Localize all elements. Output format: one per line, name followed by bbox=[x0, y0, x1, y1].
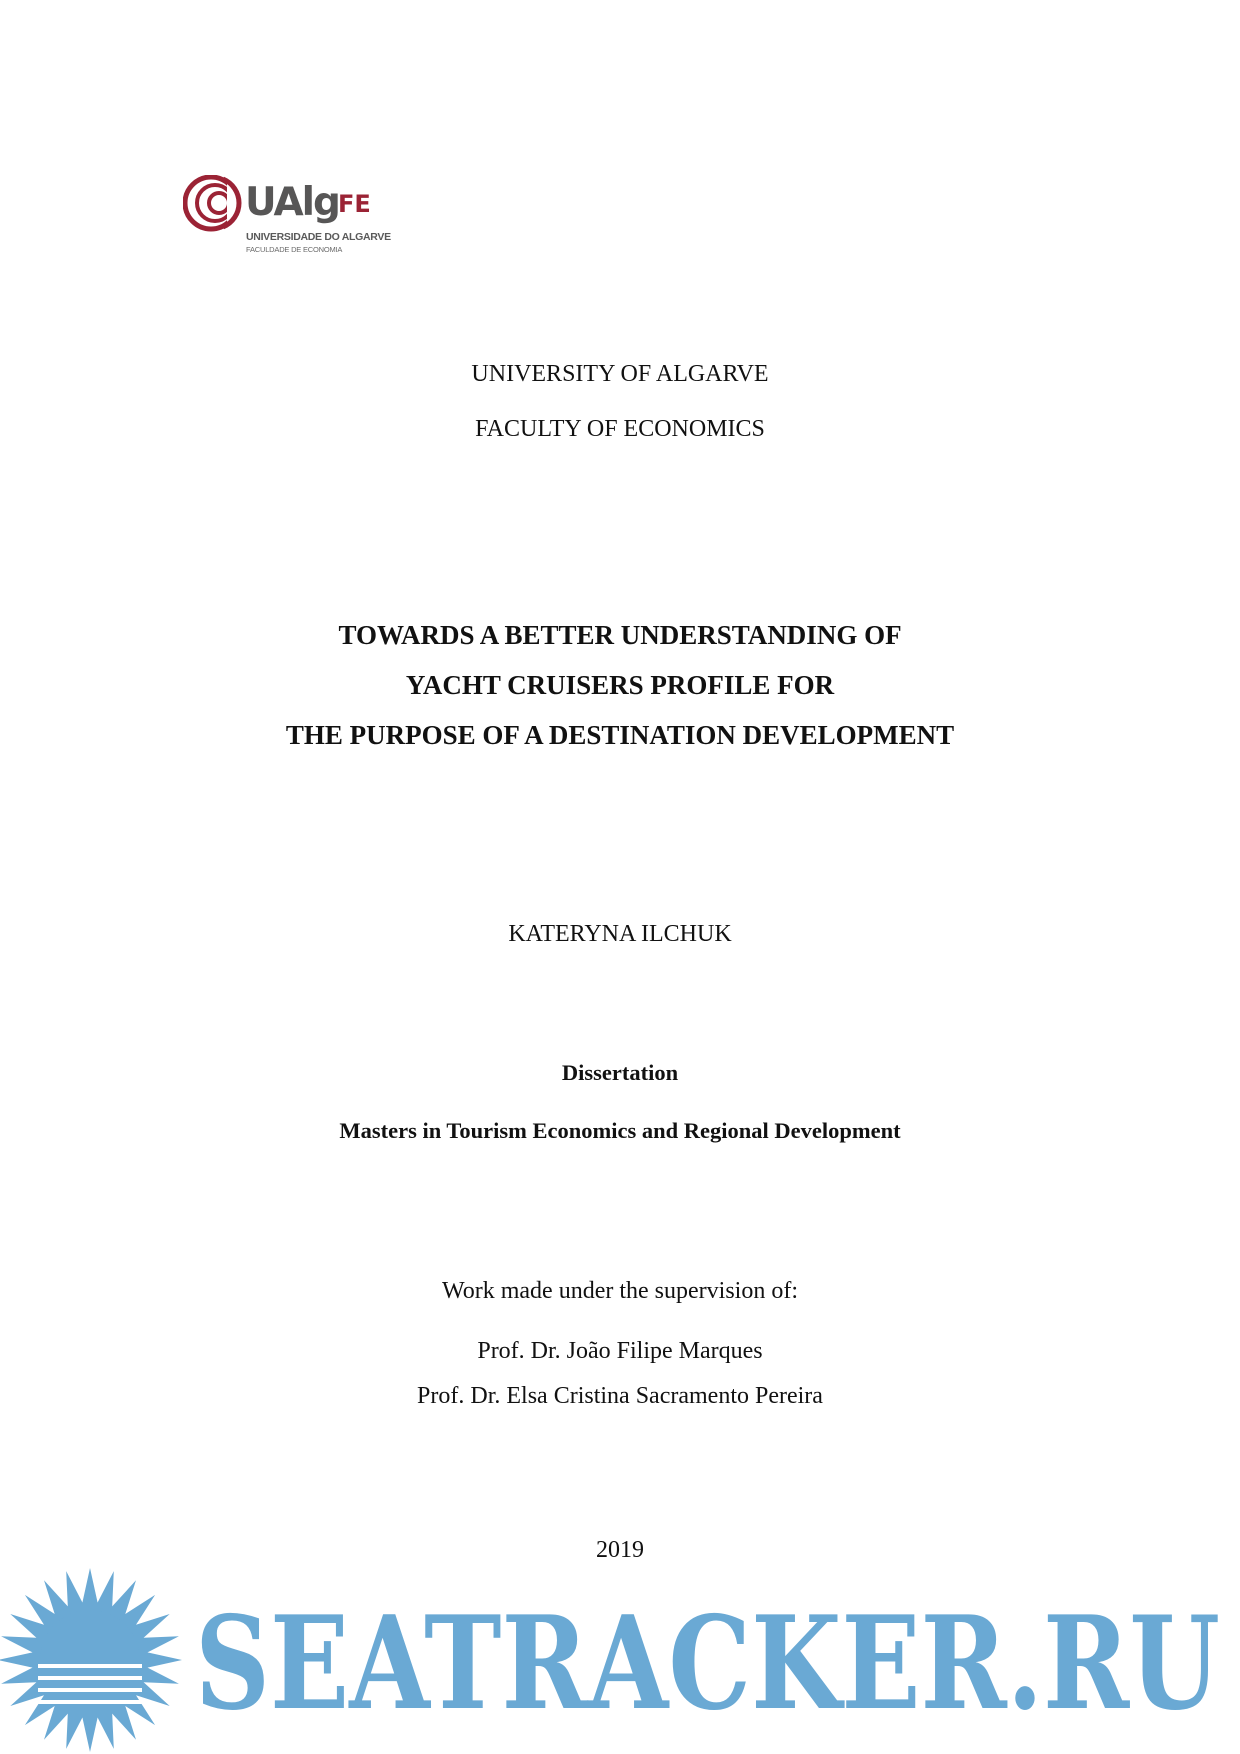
watermark bbox=[0, 1560, 1240, 1754]
sun-stripe bbox=[38, 1676, 142, 1680]
logo-suffix: FE bbox=[338, 190, 371, 218]
faculty-name: FACULTY OF ECONOMICS bbox=[475, 416, 765, 442]
sun-disc bbox=[40, 1610, 140, 1710]
logo-university-name: UNIVERSIDADE DO ALGARVE bbox=[246, 231, 391, 243]
ualg-emblem-icon bbox=[183, 175, 243, 235]
supervisor-2: Prof. Dr. Elsa Cristina Sacramento Pereira bbox=[417, 1383, 823, 1409]
sun-icon bbox=[0, 1568, 182, 1752]
logo-faculty-name: FACULDADE DE ECONOMIA bbox=[246, 245, 343, 254]
title-line-3: THE PURPOSE OF A DESTINATION DEVELOPMENT bbox=[285, 720, 955, 750]
supervisor-1: Prof. Dr. João Filipe Marques bbox=[477, 1338, 763, 1364]
supervision-intro: Work made under the supervision of: bbox=[442, 1278, 798, 1304]
logo-wordmark: UAlg bbox=[245, 180, 339, 225]
sun-stripe bbox=[38, 1700, 142, 1704]
publication-year: 2019 bbox=[596, 1537, 644, 1563]
title-line-2: YACHT CRUISERS PROFILE FOR bbox=[405, 670, 835, 700]
dissertation-type: Dissertation bbox=[561, 1060, 679, 1085]
watermark-text: SEATRACKER.RU bbox=[195, 1589, 1220, 1739]
degree-name: Masters in Tourism Economics and Regional Development bbox=[339, 1118, 901, 1143]
university-name: UNIVERSITY OF ALGARVE bbox=[471, 361, 769, 387]
author-name: KATERYNA ILCHUK bbox=[508, 921, 732, 947]
university-logo bbox=[183, 175, 423, 265]
sun-stripe bbox=[38, 1688, 142, 1692]
sun-stripe bbox=[38, 1664, 142, 1668]
title-line-1: TOWARDS A BETTER UNDERSTANDING OF bbox=[338, 620, 902, 650]
